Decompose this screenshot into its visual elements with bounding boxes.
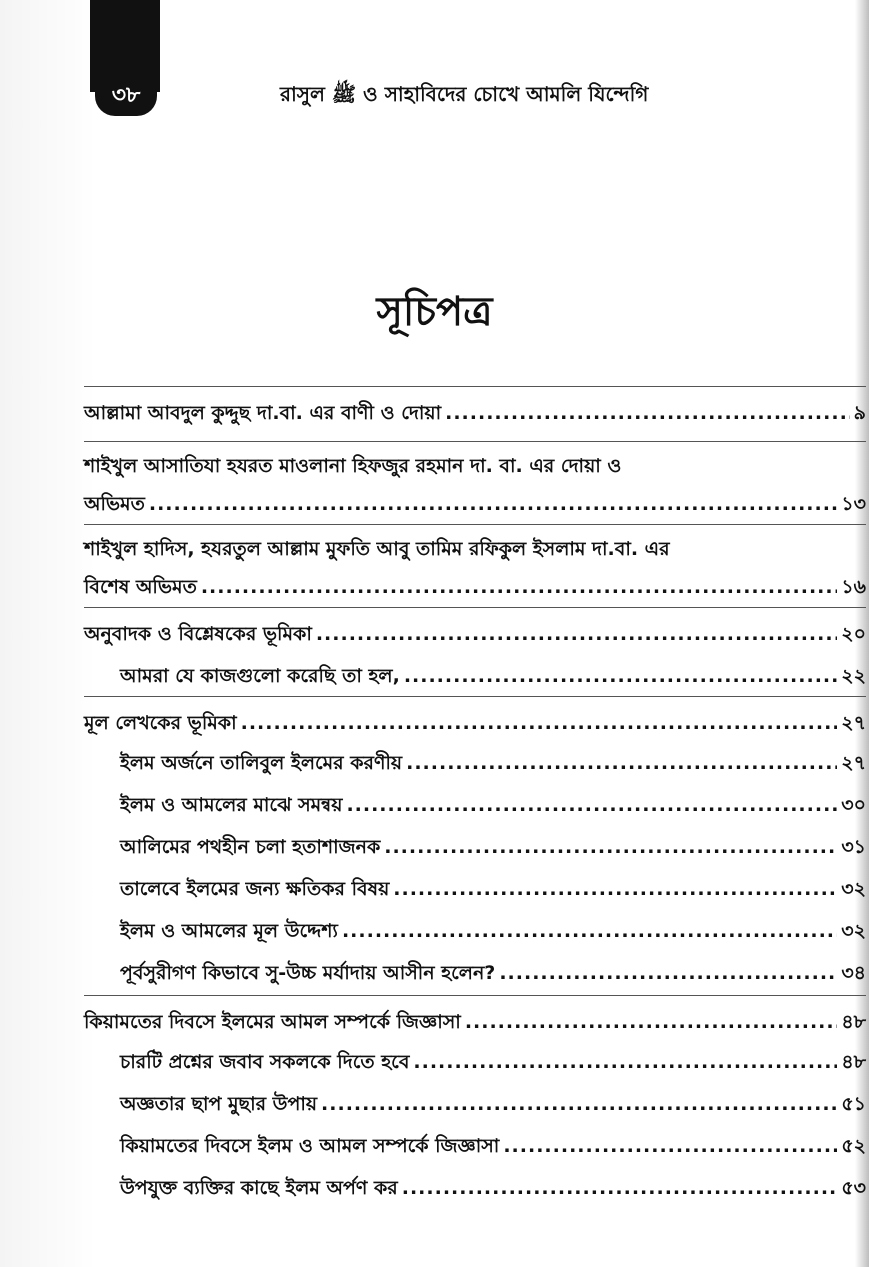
toc-title: সূচিপত্র [376,289,493,335]
toc-entry[interactable] [84,1040,866,1082]
toc-entry[interactable] [84,951,866,995]
toc-entry-line1: শাইখুল হাদিস, হযরতুল আল্লাম মুফতি আবু তামিম রফিকুল ইসলাম দা.বা. এর [84,538,670,560]
leader-dots [316,623,837,645]
toc-entry-page: ২৭ [841,752,866,774]
leader-dots [321,1093,837,1115]
toc-entry[interactable] [84,1082,866,1124]
toc-entry[interactable] [84,825,866,867]
leader-dots [201,576,837,598]
toc-entry[interactable] [84,607,866,652]
toc-entry-page: ১৬ [841,576,866,598]
toc-entry-text: বিশেষ অভিমত [84,576,197,598]
toc-entry[interactable] [84,995,866,1040]
toc-entry-text: আলিমের পথহীন চলা হতাশাজনক [120,836,381,858]
toc-entry[interactable] [84,867,866,909]
toc-entry[interactable] [84,1124,866,1166]
toc-entry-text: কিয়ামতের দিবসে ইলম ও আমল সম্পর্কে জিজ্ঞাসা [120,1135,500,1157]
leader-dots [499,962,837,984]
toc-entry-text: অনুবাদক ও বিশ্লেষকের ভূমিকা [84,623,312,645]
toc-entry-page: ৫২ [841,1135,866,1157]
toc-entry[interactable] [84,696,866,741]
toc-entry-text: ইলম অর্জনে তালিবুল ইলমের করণীয় [120,752,403,774]
table-of-contents [84,386,866,1208]
leader-dots [346,794,837,816]
toc-entry-text: অজ্ঞতার ছাপ মুছার উপায় [120,1093,318,1115]
leader-dots [402,1177,838,1199]
leader-dots [445,402,850,424]
leader-dots [503,1135,837,1157]
toc-entry-page: ৯ [853,402,866,424]
leader-dots [413,1051,837,1073]
toc-entry[interactable] [84,783,866,825]
toc-entry-page: ৫৩ [841,1177,866,1199]
toc-entry-line1: শাইখুল আসাতিযা হযরত মাওলানা হিফজুর রহমান দা. বা. এর দোয়া ও [84,455,622,477]
toc-entry-text: আমরা যে কাজগুলো করেছি তা হল, [120,665,400,687]
leader-dots [393,878,837,900]
toc-entry-text: ইলম ও আমলের মাঝে সমন্বয় [120,794,343,816]
running-title: রাসুল ﷺ ও সাহাবিদের চোখে আমলি যিন্দেগি [280,82,649,106]
leader-dots [149,493,837,515]
toc-entry[interactable] [84,741,866,783]
toc-entry-page: ৩১ [841,836,866,858]
toc-entry-text: মূল লেখকের ভূমিকা [84,712,237,734]
toc-entry[interactable] [84,524,866,607]
toc-entry-text: আল্লামা আবদুল কুদ্দুছ দা.বা. এর বাণী ও দোয়া [84,402,442,424]
toc-entry-page: ৩৪ [841,962,866,984]
leader-dots [404,665,837,687]
toc-entry[interactable] [84,1166,866,1208]
toc-entry-text: অভিমত [84,493,145,515]
page-gutter [0,0,96,1267]
toc-entry-text: কিয়ামতের দিবসে ইলমের আমল সম্পর্কে জিজ্ঞাসা [84,1011,461,1033]
leader-dots [384,836,837,858]
toc-entry-text: ইলম ও আমলের মূল উদ্দেশ্য [120,920,338,942]
toc-entry-text: উপযুক্ত ব্যক্তির কাছে ইলম অর্পণ কর [120,1177,398,1199]
toc-entry-page: ৩০ [841,794,866,816]
toc-entry[interactable] [84,386,866,441]
leader-dots [241,712,838,734]
toc-entry[interactable] [84,652,866,696]
page-number: ৩৮ [111,82,141,108]
toc-entry-text: তালেবে ইলমের জন্য ক্ষতিকর বিষয় [120,878,390,900]
page-number-badge [95,76,157,116]
toc-entry-page: ৩২ [841,920,866,942]
toc-entry-page: ২৭ [841,712,866,734]
toc-entry-page: ৪৮ [841,1011,866,1033]
leader-dots [342,920,837,942]
leader-dots [465,1011,838,1033]
toc-entry-page: ১৩ [841,493,866,515]
toc-entry-page: ২২ [841,665,866,687]
toc-entry-page: ৩২ [841,878,866,900]
toc-entry-text: পূর্বসুরীগণ কিভাবে সু-উচ্চ মর্যাদায় আসীন হলেন? [120,962,496,984]
toc-entry-text: চারটি প্রশ্নের জবাব সকলকে দিতে হবে [120,1051,410,1073]
leader-dots [406,752,837,774]
toc-entry[interactable] [84,441,866,524]
toc-entry[interactable] [84,909,866,951]
toc-entry-page: ২০ [841,623,866,645]
toc-entry-page: ৫১ [841,1093,866,1115]
toc-entry-page: ৪৮ [841,1051,866,1073]
